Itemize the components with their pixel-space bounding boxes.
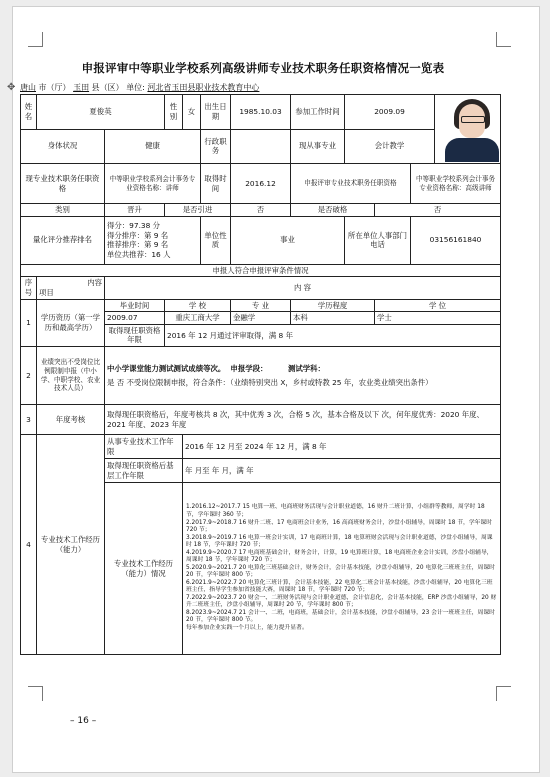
unit-name: 河北省玉田县职业技术教育中心 — [147, 83, 260, 92]
value-obtain-time: 2016.12 — [231, 164, 291, 204]
value-unit-nature: 事业 — [231, 216, 345, 264]
label-current-post: 现从事专业 — [291, 129, 345, 164]
value-qual-years: 2016 年 12 月通过评审取得，满 8 年 — [165, 324, 501, 346]
value-degree-level: 本科 — [291, 312, 375, 325]
value-birth: 1985.10.03 — [231, 95, 291, 130]
seq-3: 3 — [21, 405, 37, 435]
page-title: 申报评审中等职业学校系列高级讲师专业技术职务任职资格情况一览表 — [81, 61, 445, 75]
value-work-start: 2009.09 — [345, 95, 435, 130]
value-name: 夏俊英 — [37, 95, 165, 130]
crop-mark-top-left — [28, 32, 43, 47]
item2-content: 中小学课堂能力测试测试成绩等次。 申报学段： 测试学科： 是 否 不受岗位限制申报，符合条件：（业绩特别突出 X，乡村或特教 25 年，农业类业绩突出条件） — [105, 347, 501, 405]
label-item3: 年度考核 — [37, 405, 105, 435]
label-apply-qual: 申报评审专业技术职务任职资格 — [291, 164, 411, 204]
seq-4: 4 — [21, 435, 37, 655]
portrait-photo — [437, 96, 498, 162]
label-work-start: 参加工作时间 — [291, 95, 345, 130]
value-cur-qual: 中等职业学校系列会计事务专业资格名称：讲师 — [105, 164, 201, 204]
label-name: 姓名 — [21, 95, 37, 130]
value-degree: 学士 — [375, 312, 501, 325]
experience-detail: 1.2016.12~2017.7 15 电算一班、电商班财务活现与会计职业道德，16 财升二班计算，小组群等教师，周学时 18 节，学年课时 360 节； 2.2017.9~2018.7 16 财升二班、17 电商班会计业务，16 高商班财务会计，沙盘小组辅导，周课时 18 节，学年课时 720 节； 3.2018.9~2019.7 16 电算一班会计实训，17 电商班计算，18 电算班财会活现与会计职业道德，沙盘小组辅导，周课时 18 节，学年课时 720 节； 4.2019.9~2020.7 17 电商班基础会计，财务会计，计算，19 电算班计算，18 电商班企业会计实训，沙盘小组辅导，周课时 18 节，学年课时 720 节； 5.2020.9~2021.7 20 电算化三班基础会计，财务会计，会计基本技能，沙盘小组辅导，20 电算化三班班主任，周课时 20 节，学年课时 800 节； 6.2021.9~2022.7 20 电算化三班计算，会计基本技能，22 电算化二班会计基本技能，沙盘小组辅导，20 电算化三班班主任，指导学生参加省技能大赛，周课时 18 节，学年课时 720 节； 7.2022.9~2023.7 20 财会一、二班财务活现与会计职业道德，会计信息化，会计基本技能，ERP 沙盘小组辅导，20 财升二班班主任，沙盘小组辅导，周课时 20 节，学年课时 800 节； 8.2023.9~2024.7 21 会计一、二班，电商班，基础会计，会计基本技能，沙盘小组辅导，23 会计一班班主任，周课时 20 节，学年课时 800 节。 每年参加企业实践一个月以上，能力提升显著。 — [183, 483, 501, 655]
label-grassroots-years: 取得现任职资格后基层工作年限 — [105, 459, 183, 483]
label-item2: 业绩突出不受岗位比例限制申报（中小学、中职学校、农业技术人员） — [37, 347, 105, 405]
value-is-introduced: 否 — [231, 204, 291, 217]
value-gender: 女 — [183, 95, 201, 130]
label-seq: 序号 — [21, 277, 37, 299]
value-grassroots-years: 年 月至 年 月，满 年 — [183, 459, 501, 483]
label-content-item: 内容 项目 — [37, 277, 105, 299]
label-gender: 性别 — [165, 95, 183, 130]
label-unit-phone: 所在单位人事部门电话 — [345, 216, 411, 264]
value-current-post: 会计教学 — [345, 129, 435, 164]
item3-content: 取得现任职资格后，年度考核共 8 次，其中优秀 3 次，合格 5 次，基本合格及以下 次，何年度优秀：2020 年度、2021 年度、2023 年度 — [105, 405, 501, 435]
label-health: 身体状况 — [21, 129, 105, 164]
label-qual-years: 取得现任职资格年限 — [105, 324, 165, 346]
value-health: 健康 — [105, 129, 201, 164]
label-pro-years: 从事专业技术工作年限 — [105, 435, 183, 459]
value-is-pardoned: 否 — [375, 204, 501, 217]
label-obtain-time: 取得时间 — [201, 164, 231, 204]
label-birth: 出生日期 — [201, 95, 231, 130]
value-grad-time: 2009.07 — [105, 312, 165, 325]
unit-info-line: 唐山 市（厅） 玉田 县（区） 单位: 河北省玉田县职业技术教育中心 — [20, 83, 260, 92]
value-admin-post — [231, 129, 291, 164]
conditions-header: 申报人符合申报评审条件情况 — [21, 264, 501, 277]
label-item4: 专业技术工作经历（能力） — [37, 435, 105, 655]
table-move-handle-icon[interactable]: ✥ — [7, 82, 16, 93]
page-number: – 16 – — [70, 716, 97, 726]
city: 唐山 — [20, 83, 36, 92]
seq-2: 2 — [21, 347, 37, 405]
label-content: 内 容 — [105, 277, 501, 299]
crop-mark-bottom-left — [28, 686, 43, 701]
label-is-introduced: 是否引进 — [165, 204, 231, 217]
county: 玉田 — [73, 83, 90, 92]
seq-1: 1 — [21, 299, 37, 347]
label-edu: 学历资历（第一学历和最高学历） — [37, 299, 105, 347]
label-category: 类别 — [21, 204, 105, 217]
value-major: 金融学 — [231, 312, 291, 325]
label-unit-nature: 单位性质 — [201, 216, 231, 264]
crop-mark-top-right — [496, 32, 511, 47]
value-category: 晋升 — [105, 204, 165, 217]
photo-cell — [435, 95, 501, 164]
label-experience-detail: 专业技术工作经历（能力）情况 — [105, 483, 183, 655]
score-rank-cell: 得分：97.38 分 得分排序：第 9 名 推荐排序：第 9 名 单位共推荐：16 人 — [105, 216, 201, 264]
label-cur-qual: 现专业技术职务任职资格 — [21, 164, 105, 204]
label-admin-post: 行政职务 — [201, 129, 231, 164]
value-apply-qual: 中等职业学校系列会计事务专业资格名称：高级讲师 — [411, 164, 501, 204]
value-unit-phone: 03156161840 — [411, 216, 501, 264]
label-score-rank: 量化评分推荐排名 — [21, 216, 105, 264]
qualification-table: 姓名 夏俊英 性别 女 出生日期 1985.10.03 参加工作时间 2009.09 身体状况 健康 行政职务 现从事专业 会计教学 现专业技术职务任职资格 中等职业学校系列会计事务专业资格名称：讲师 取得时间 2016.12 申报评审专业技术职务任职资格 中等职业学校系列会计事务专业资格名称：高级讲师 类别 晋升 是否引进 否 是否破格 否 量化评分推荐排名 得分：97.38 分 得分排序：第 9 名 推荐排序：第 9 名 单位共推荐：16 人 单位性质 事业 所在单位人事部门电话 03156161840 申报人符合申报评审条件情况 序号 内容 项目 内 容 1 学历资历（第一学历和最高学历） 毕业时间 学 校 专 业 学历程度 学 位 2009.07 重庆工商大学 金融学 本科 学士 取得现任职资格年限 2016 年 12 月通过评审取得，满 8 年 2 业绩突出不受岗位比例限制申报（中小学、中职学校、农业技术人员） 中小学课堂能力测试测试成绩等次。 申报学段： 测试学科： 是 否 不受岗位限制申报，符合条件：（业绩特别突出 X，乡村或特教 25 年，农业类业绩突出条件） 3 年度考核 取得现任职资格后，年度考核共 8 次，其中优秀 3 次，合格 5 次，基本合格及以下 次，何年度优秀：2020 年度、2021 年度、2023 年度 4 专业技术工作经历（能力） 从事专业技术工作年限 2016 年 12 月至 2024 年 12 月，满 8 年 取得现任职资格后基层工作年限 年 月至 年 月，满 年 专业技术工作经历（能力）情况 1.2016.12~2017.7 15 电算一班、电商班财务活现与会计职业道德，16 财升二班计算，小组群等教师，周学时 18 节，学年课时 360 节； 2.2017.9~2018.7 16 财升二班、17 电商班会计业务，16 高商班财务会计，沙盘小组辅导，周课时 18 节，学年课时 720 节； 3.2018.9~2019.7 16 电算一班会计实训，17 电商班计算，18 电算班财会活现与会计职业道德，沙盘小组辅导，周课时 18 节，学年课时 720 节； 4.2019.9~2020.7 17 电商班基础会计，财务会计，计算，19 电算班计算，18 电商班企业会计实训，沙盘小组辅导，周课时 18 节，学年课时 720 节； 5.2020.9~2021.7 20 电算化三班基础会计，财务会计，会计基本技能，沙盘小组辅导，20 电算化三班班主任，周课时 20 节，学年课时 800 节； 6.2021.9~2022.7 20 电算化三班计算，会计基本技能，22 电算化二班会计基本技能，沙盘小组辅导，20 电算化三班班主任，指导学生参加省技能大赛，周课时 18 节，学年课时 720 节； 7.2022.9~2023.7 20 财会一、二班财务活现与会计职业道德，会计信息化，会计基本技能，ERP 沙盘小组辅导，20 财升二班班主任，沙盘小组辅导，周课时 20 节，学年课时 800 节； 8.2023.9~2024.7 21 会计一、二班，电商班，基础会计，会计基本技能，沙盘小组辅导，23 会计一班班主任，周课时 20 节，学年课时 800 节。 每年参加企业实践一个月以上，能力提升显著。 — [20, 94, 501, 655]
crop-mark-bottom-right — [496, 686, 511, 701]
value-school: 重庆工商大学 — [165, 312, 231, 325]
label-is-pardoned: 是否破格 — [291, 204, 375, 217]
value-pro-years: 2016 年 12 月至 2024 年 12 月，满 8 年 — [183, 435, 501, 459]
